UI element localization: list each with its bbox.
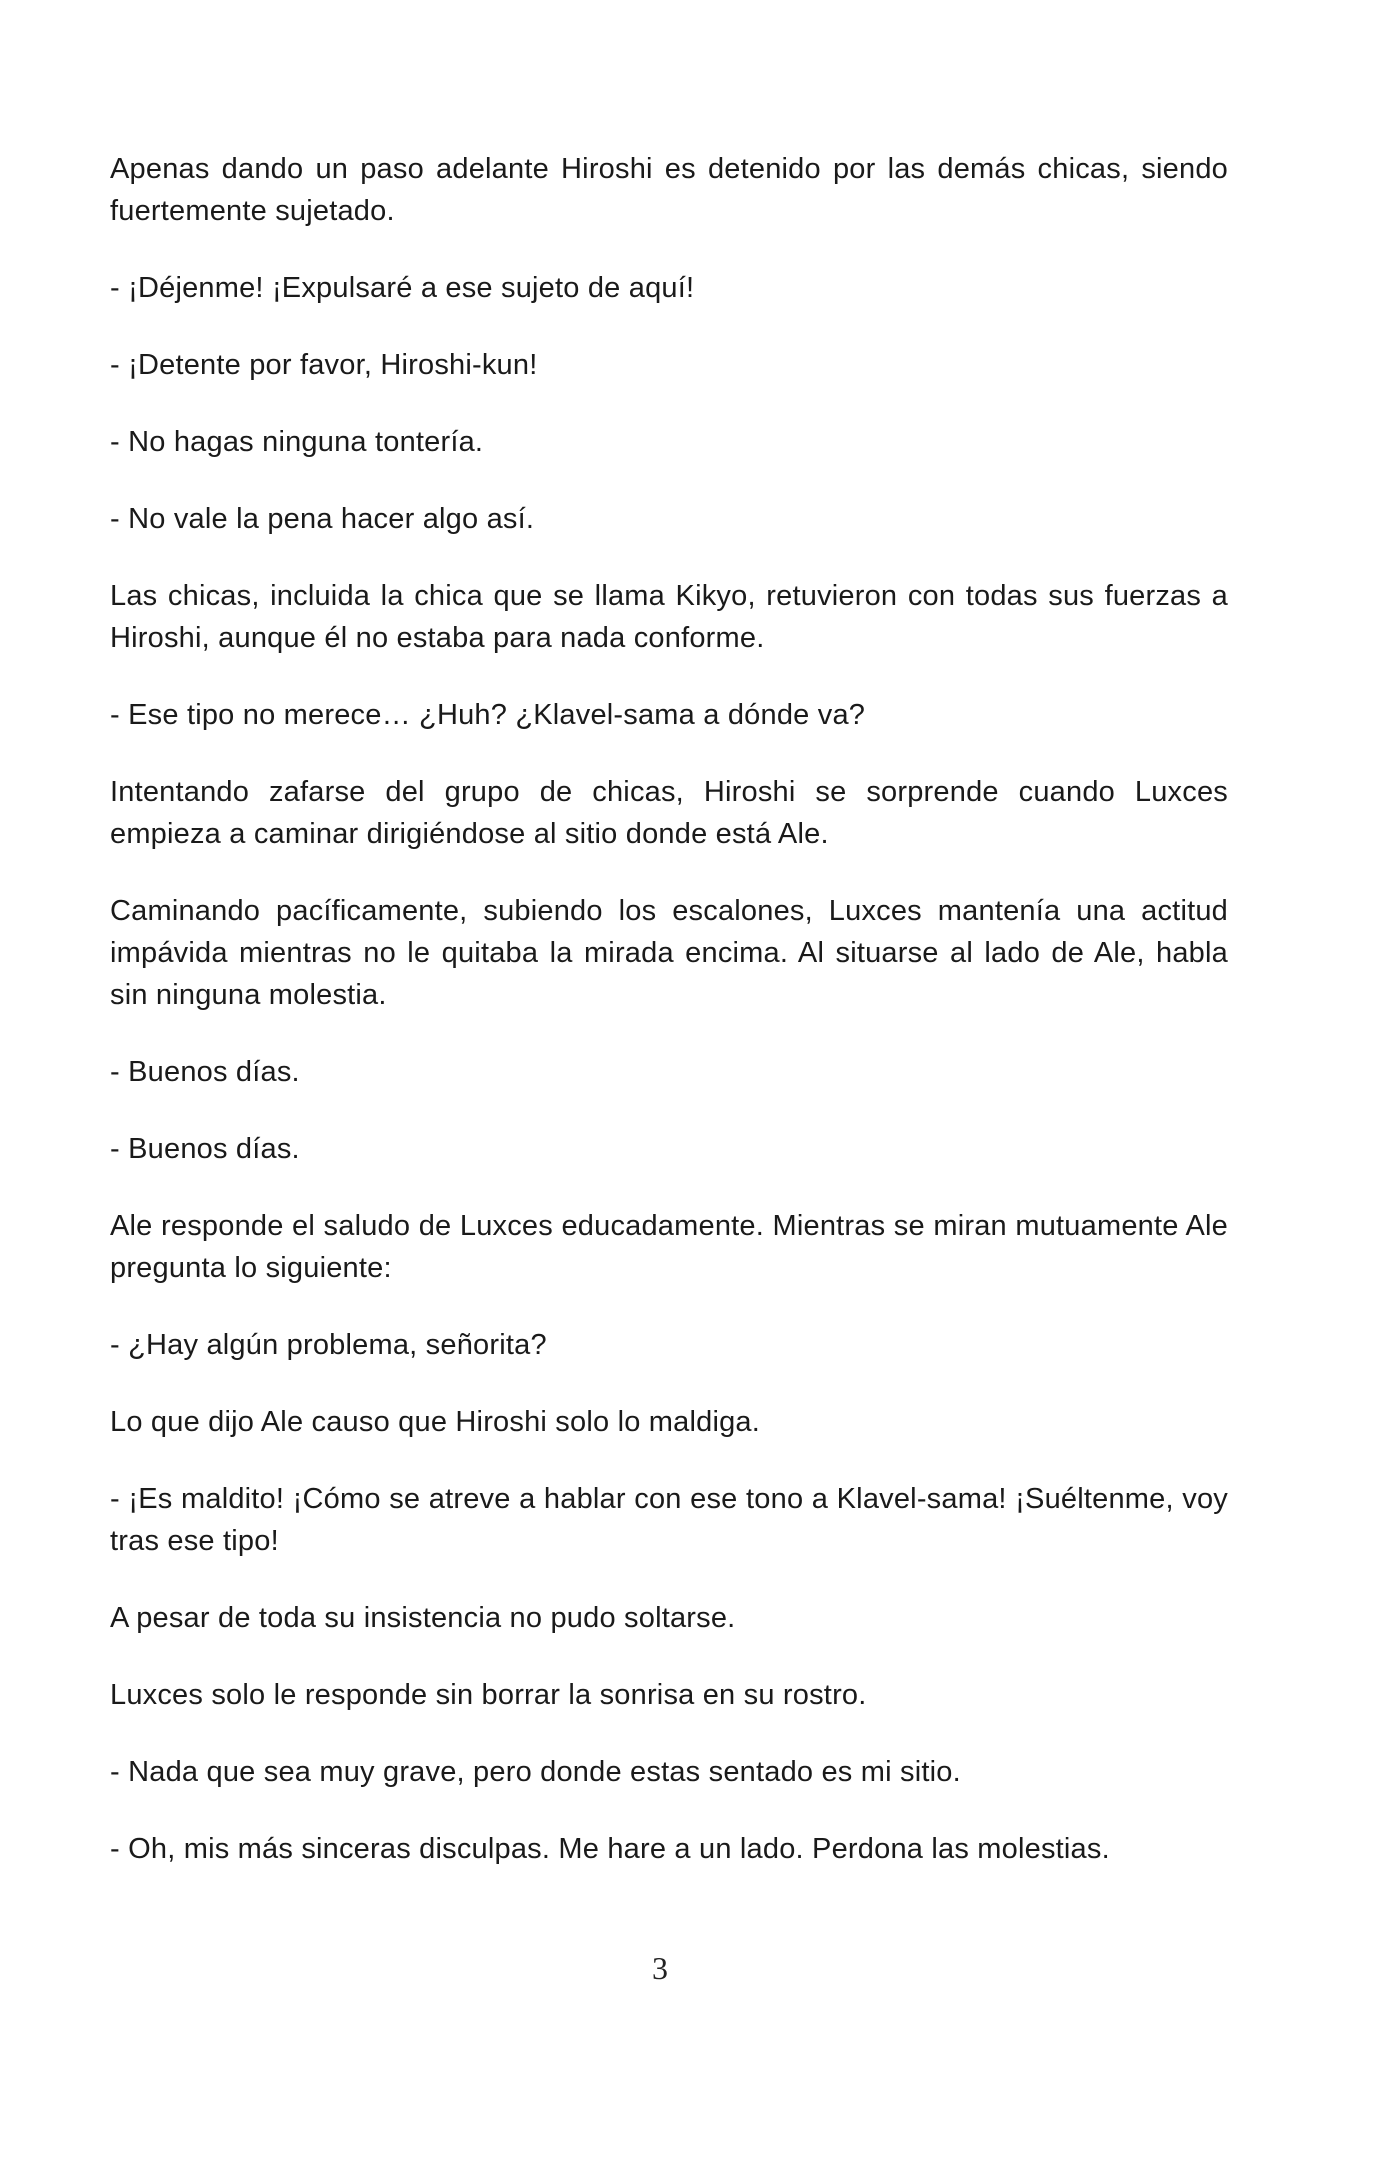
- dialogue-line: - Buenos días.: [110, 1133, 300, 1165]
- paragraph: Caminando pacíficamente, subiendo los escalones, Luxces mantenía una actitud impávida mientras no le quitaba la mirada encima. Al situarse al lado de Ale, habla sin ninguna molestia.: [110, 895, 1228, 1011]
- dialogue-line: - ¡Déjenme! ¡Expulsaré a ese sujeto de aquí!: [110, 272, 695, 304]
- paragraph: Lo que dijo Ale causo que Hiroshi solo lo maldiga.: [110, 1406, 761, 1438]
- paragraph: A pesar de toda su insistencia no pudo soltarse.: [110, 1602, 736, 1634]
- dialogue-line: - ¿Hay algún problema, señorita?: [110, 1329, 547, 1361]
- dialogue-line: - ¡Es maldito! ¡Cómo se atreve a hablar con ese tono a Klavel-sama! ¡Suéltenme, voy tras ese tipo!: [110, 1483, 1228, 1557]
- page-body: [110, 148, 1228, 1905]
- paragraph: Las chicas, incluida la chica que se llama Kikyo, retuvieron con todas sus fuerzas a Hiroshi, aunque él no estaba para nada conforme.: [110, 580, 1228, 654]
- page-number: 3: [652, 1950, 668, 1986]
- dialogue-line: - Ese tipo no merece… ¿Huh? ¿Klavel-sama a dónde va?: [110, 699, 866, 731]
- dialogue-line: - Nada que sea muy grave, pero donde estas sentado es mi sitio.: [110, 1756, 961, 1788]
- paragraph: Ale responde el saludo de Luxces educadamente. Mientras se miran mutuamente Ale pregunta lo siguiente:: [110, 1210, 1228, 1284]
- dialogue-line: - No vale la pena hacer algo así.: [110, 503, 535, 535]
- dialogue-line: - No hagas ninguna tontería.: [110, 426, 484, 458]
- paragraph: Luxces solo le responde sin borrar la sonrisa en su rostro.: [110, 1679, 867, 1711]
- dialogue-line: - Oh, mis más sinceras disculpas. Me hare a un lado. Perdona las molestias.: [110, 1833, 1110, 1865]
- paragraph: Apenas dando un paso adelante Hiroshi es detenido por las demás chicas, siendo fuertemente sujetado.: [110, 153, 1228, 227]
- dialogue-line: - Buenos días.: [110, 1056, 300, 1088]
- paragraph: Intentando zafarse del grupo de chicas, Hiroshi se sorprende cuando Luxces empieza a caminar dirigiéndose al sitio donde está Ale.: [110, 776, 1228, 850]
- dialogue-line: - ¡Detente por favor, Hiroshi-kun!: [110, 349, 538, 381]
